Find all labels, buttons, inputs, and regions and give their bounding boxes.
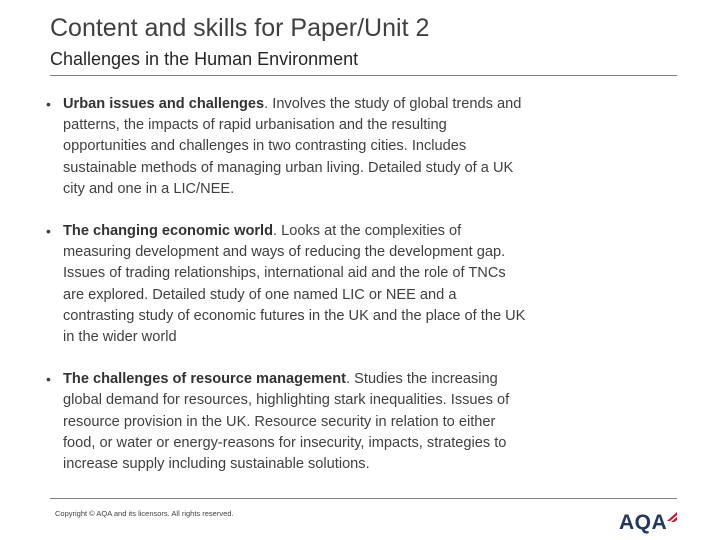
bullet-heading: The challenges of resource management <box>63 371 347 388</box>
bullet-heading: Urban issues and challenges <box>63 96 265 112</box>
header-divider <box>50 75 677 76</box>
aqa-swoosh-icon <box>665 510 679 524</box>
bullet-resource-management <box>46 369 526 475</box>
bullet-dot-icon: • <box>46 96 51 112</box>
bullet-list <box>46 94 526 496</box>
copyright-text: Copyright © AQA and its licensors. All rights reserved. <box>55 509 234 518</box>
logo-text: AQA <box>619 511 668 534</box>
bullet-dot-icon: • <box>46 223 51 240</box>
bullet-text: . Involves the study of global trends and patterns, the impacts of rapid urbanisation and the resulting opportunities and challenges in two contrasting cities. Includes sustainable methods of managing urban living. Detailed study of a UK city and one in a LIC/NEE. <box>63 96 522 197</box>
bullet-dot-icon: • <box>46 371 51 388</box>
bullet-economic-world <box>46 221 526 348</box>
footer-divider <box>50 498 677 499</box>
bullet-heading: The changing economic world <box>63 223 274 240</box>
bullet-text: . Looks at the complexities of measuring development and ways of reducing the development gap. Issues of trading relationships, international aid and the role of TNCs are explored. Detailed study of one named LIC or NEE and a contrasting study of economic futures in the UK and the place of the UK in the wider world <box>63 223 526 346</box>
page-title: Content and skills for Paper/Unit 2 <box>50 14 430 42</box>
bullet-urban-issues <box>46 94 526 200</box>
bullet-text: . Studies the increasing global demand for resources, highlighting stark inequalities. Issues of resource provision in the UK. Resource security in relation to either food, or water or energy-reasons for insecurity, impacts, strategies to increase supply including sustainable solutions. <box>63 371 510 473</box>
aqa-logo <box>619 508 679 534</box>
page-subtitle: Challenges in the Human Environment <box>50 49 359 69</box>
